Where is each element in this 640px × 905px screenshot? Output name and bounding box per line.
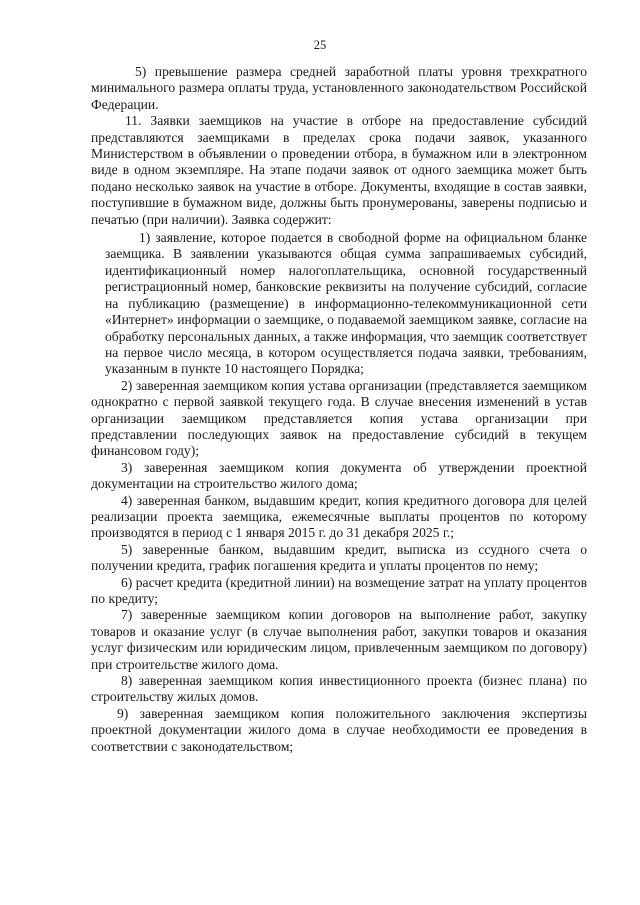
paragraph-item-9: 9) заверенная заемщиком копия положительного заключения экспертизы проектной документации жилого дома в случае необходимости ее проведения в соответствии с законодательством; [91, 705, 587, 754]
paragraph-clause-11: 11. Заявки заемщиков на участие в отборе на предоставление субсидий представляются заемщиками в пределах срока подачи заявок, указанного Министерством в объявлении о проведении отбора, в бумажном или в электронном виде в одном экземпляре. На этапе подачи заявок от одного заемщика может быть подано несколько заявок на участие в отборе. Документы, входящие в состав заявки, поступившие в бумажном виде, должны быть пронумерованы, заверены подписью и печатью (при наличии). Заявка содержит: [91, 113, 587, 227]
paragraph-item-6: 6) расчет кредита (кредитной линии) на возмещение затрат на уплату процентов по кредиту; [91, 574, 587, 606]
paragraph-item-3: 3) заверенная заемщиком копия документа об утверждении проектной документации на строительство жилого дома; [91, 459, 587, 492]
paragraph-item-7: 7) заверенные заемщиком копии договоров на выполнение работ, закупку товаров и оказание услуг (в случае выполнения работ, закупки товаров и оказания услуг физическим или юридическим лицом, привлеченным заемщиком по договору) при строительстве жилого дома. [91, 607, 587, 672]
document-body [91, 64, 587, 755]
paragraph-item-2: 2) заверенная заемщиком копия устава организации (представляется заемщиком однократно с первой заявкой текущего года. В случае внесения изменений в устав организации заемщиком представляется копия устава организации при представлении последующих заявок на предоставление субсидий в текущем финансовом году); [91, 377, 587, 459]
paragraph-item-8: 8) заверенная заемщиком копия инвестиционного проекта (бизнес плана) по строительству жилых домов. [91, 673, 587, 705]
page-number: 25 [313, 38, 327, 52]
paragraph-item-4: 4) заверенная банком, выдавшим кредит, копия кредитного договора для целей реализации проекта заемщика, ежемесячные выплаты процентов по которому производятся в период с 1 января 2015 г. до 31 декабря 2025 г.; [91, 492, 587, 541]
paragraph-item-1: 1) заявление, которое подается в свободной форме на официальном бланке заемщика. В заявлении указываются общая сумма запрашиваемых субсидий, идентификационный номер налогоплательщика, основной государственный регистрационный номер, банковские реквизиты на получение субсидий, согласие на публикацию (размещение) в информационно-телекоммуникационной сети «Интернет» информации о заемщике, о подаваемой заемщиком заявке, согласие на обработку персональных данных, а также информация, что заемщик соответствует на первое число месяца, в котором осуществляется подача заявки, требованиям, указанным в пункте 10 настоящего Порядка; [105, 230, 587, 377]
paragraph-item-5: 5) превышение размера средней заработной платы уровня трехкратного минимального размера оплаты труда, установленного законодательством Российской Федерации. [91, 64, 587, 112]
paragraph-item-5-bank: 5) заверенные банком, выдавшим кредит, выписка из ссудного счета о получении кредита, график погашения кредита и уплаты процентов по нему; [91, 541, 587, 574]
